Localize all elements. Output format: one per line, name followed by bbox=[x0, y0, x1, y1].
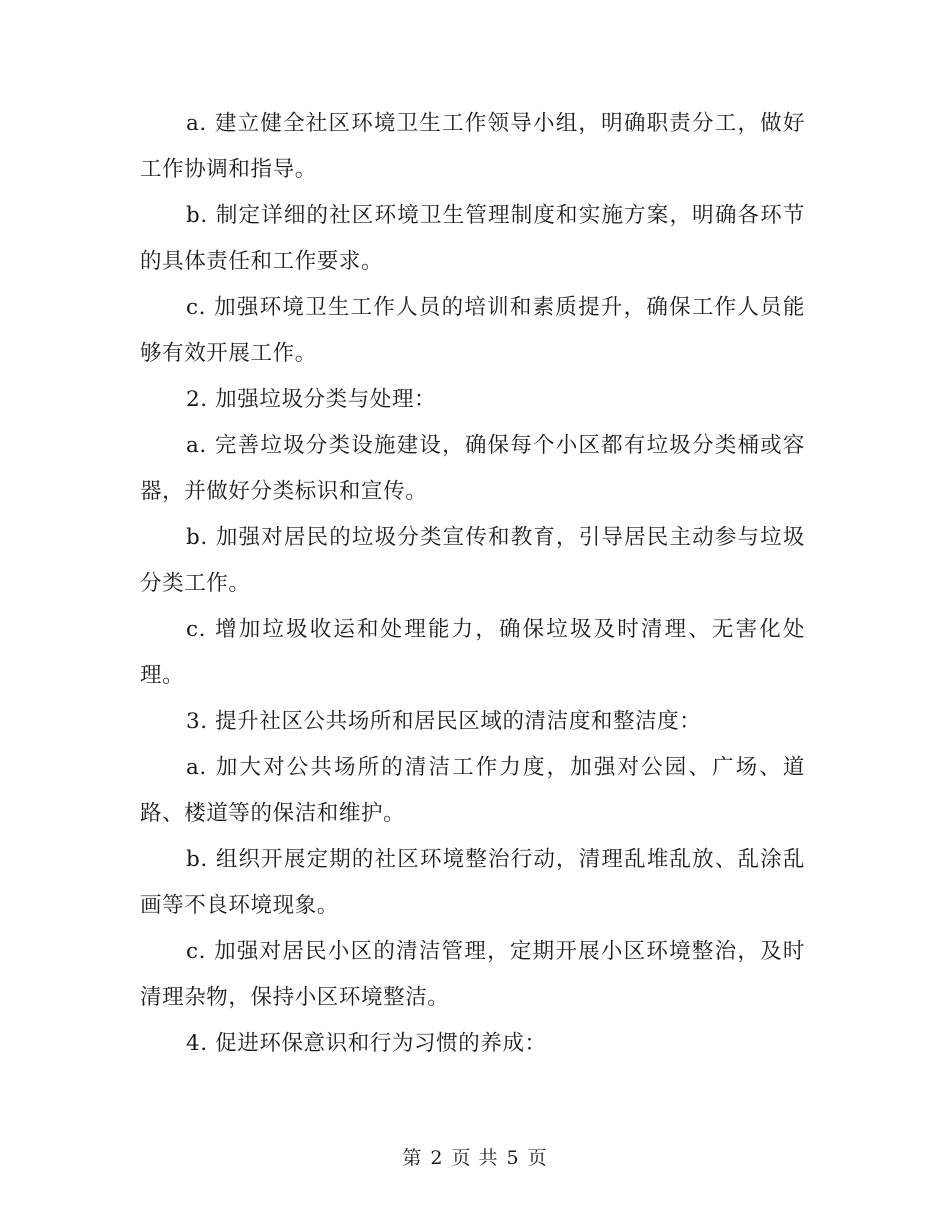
document-body bbox=[140, 101, 805, 1067]
paragraph-2c-collection-capacity: c. 增加垃圾收运和处理能力，确保垃圾及时清理、无害化处理。 bbox=[140, 617, 805, 688]
page-footer bbox=[0, 1144, 950, 1172]
total-page-count: 5 bbox=[506, 1147, 520, 1169]
paragraph-3c-residential-areas: c. 加强对居民小区的清洁管理，定期开展小区环境整治，及时清理杂物，保持小区环境整洁。 bbox=[140, 939, 805, 1010]
page-label-mid: 页 共 bbox=[451, 1147, 499, 1169]
paragraph-1b-management-system: b. 制定详细的社区环境卫生管理制度和实施方案，明确各环节的具体责任和工作要求。 bbox=[140, 203, 805, 274]
paragraph-2a-sorting-facilities: a. 完善垃圾分类设施建设，确保每个小区都有垃圾分类桶或容器，并做好分类标识和宣传。 bbox=[140, 433, 805, 504]
heading-2-garbage-sorting: 2. 加强垃圾分类与处理： bbox=[186, 387, 437, 412]
paragraph-1a-leadership-group: a. 建立健全社区环境卫生工作领导小组，明确职责分工，做好工作协调和指导。 bbox=[140, 111, 805, 182]
page-label-prefix: 第 bbox=[402, 1147, 423, 1169]
page-label-suffix: 页 bbox=[527, 1147, 548, 1169]
heading-3-public-cleanliness: 3. 提升社区公共场所和居民区域的清洁度和整洁度： bbox=[186, 709, 702, 734]
paragraph-1c-staff-training: c. 加强环境卫生工作人员的培训和素质提升，确保工作人员能够有效开展工作。 bbox=[140, 295, 805, 366]
paragraph-3a-public-places: a. 加大对公共场所的清洁工作力度，加强对公园、广场、道路、楼道等的保洁和维护。 bbox=[140, 755, 805, 826]
heading-4-environmental-awareness: 4. 促进环保意识和行为习惯的养成： bbox=[186, 1031, 547, 1056]
paragraph-3b-environment-campaign: b. 组织开展定期的社区环境整治行动，清理乱堆乱放、乱涂乱画等不良环境现象。 bbox=[140, 847, 805, 918]
paragraph-2b-resident-education: b. 加强对居民的垃圾分类宣传和教育，引导居民主动参与垃圾分类工作。 bbox=[140, 525, 805, 596]
current-page-number: 2 bbox=[430, 1147, 444, 1169]
